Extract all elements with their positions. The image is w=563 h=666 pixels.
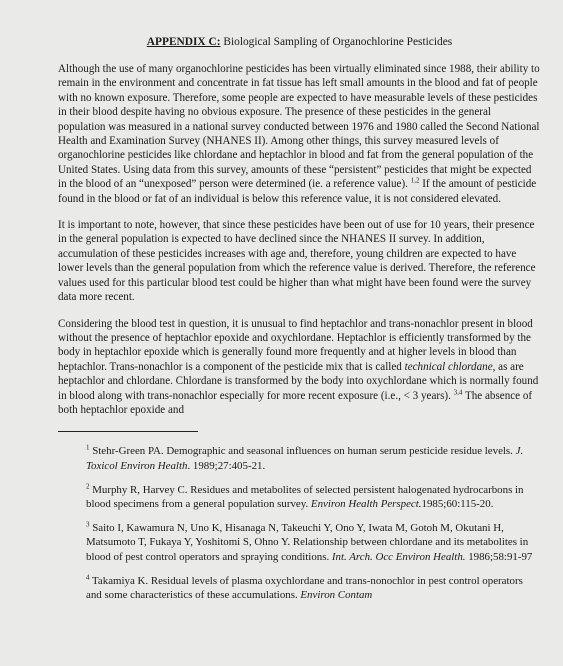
- footnote-number: 2: [86, 481, 90, 490]
- paragraph-3-text-b: , as are heptachlor and chlordane. Chlordane is transformed by the body into oxychlordane which is normally found in blood along with trans-nonachlor especially for more recent exposure (i.e., < 3 years).: [58, 360, 539, 402]
- footnote-text: Takamiya K. Residual levels of plasma oxychlordane and trans-nonochlor in pest control operators and some characteristics of these accumulations.: [86, 574, 523, 602]
- paragraph-3: [58, 317, 541, 418]
- footnote-divider: [58, 431, 198, 432]
- footnote-number: 3: [86, 520, 90, 529]
- footnote-number: 1: [86, 443, 90, 452]
- footnote-4: [86, 574, 541, 603]
- paragraph-1-text: Although the use of many organochlorine pesticides has been virtually eliminated since 1988, their ability to remain in the environment and concentrate in fat tissue has left small amounts in the blood and fat of people with no known exposure. Therefore, some people are expected to have measurable levels of these pesticides in their blood despite having no obvious exposure. The presence of these pesticides in the general population was measured in a national survey conducted between 1976 and 1980 called the Second National Health and Examination Survey (NHANES II). Among other things, this survey measured levels of organochlorine pesticides like chlordane and heptachlor in blood and fat from the general population of the United States. Using data from this survey, amounts of these “persistent” pesticides that might be expected in the blood of an “unexposed” person were determined (ie. a reference value).: [58, 63, 540, 191]
- paragraph-2: It is important to note, however, that since these pesticides have been out of use for 10 years, their presence in the general population is expected to have declined since the NHANES II survey. In addition, accumulation of these pesticides increases with age and, therefore, young children are expected to have lower levels than the general population from which the reference value is derived. Therefore, the reference values used for this particular blood test could be higher than what might have been found were the survey data more recent.: [58, 219, 536, 304]
- footnote-3: [86, 521, 541, 565]
- footnote-text: Stehr-Green PA. Demographic and seasonal influences on human serum pesticide residue levels.: [89, 445, 516, 458]
- footnote-tail: 1986;58:91-97: [465, 550, 533, 563]
- footnote-tail: . 1989;27:405-21.: [187, 459, 266, 472]
- footnote-text: Murphy R, Harvey C. Residues and metabolites of selected persistent halogenated hydrocarbons in blood specimens from a general population survey.: [86, 483, 524, 511]
- footnote-2: [86, 483, 541, 512]
- paragraph-1-tail: If the amount of pesticide found in the blood or fat of an individual is below this reference value, it is not considered elevated.: [58, 178, 537, 205]
- footnote-number: 4: [86, 572, 90, 581]
- footnote-journal: Environ Health Perspect.: [310, 498, 422, 511]
- footnote-tail: 1985;60:115-20.: [421, 498, 494, 511]
- footnote-journal: Environ Contam: [300, 589, 373, 602]
- appendix-title: [58, 36, 541, 48]
- footnote-text: Saito I, Kawamura N, Uno K, Hisanaga N, Takeuchi Y, Ono Y, Iwata M, Gotoh M, Okutani H, Matsumoto T, Fukaya Y, Yoshitomi S, Ohno Y. Relationship between chlordane and its metabolites in blood of pest control operators and spraying conditions.: [86, 521, 529, 563]
- paragraph-3-emphasis: technical chlordane: [404, 360, 493, 373]
- citation-3-4: 3,4: [453, 387, 463, 396]
- footnote-journal: J. Toxicol Environ Health: [86, 445, 524, 472]
- paragraph-1: [58, 62, 541, 206]
- footnote-journal: Int. Arch. Occ Environ Health.: [331, 550, 466, 563]
- appendix-title-text: Biological Sampling of Organochlorine Pesticides: [220, 36, 453, 48]
- appendix-label: APPENDIX C:: [146, 36, 221, 48]
- paragraph-3-text-c: The absence of both heptachlor epoxide and: [58, 389, 533, 416]
- paragraph-3-text-a: Considering the blood test in question, it is unusual to find heptachlor and trans-nonachlor present in blood without the presence of heptachlor epoxide and oxychlordane. Heptachlor is efficiently transformed by the body in heptachlor epoxide which is generally found more frequently and at higher levels in blood than heptachlor. Trans-nonachlor is a component of the pesticide mix that is called: [58, 317, 533, 373]
- footnote-1: [86, 444, 541, 473]
- citation-1-2: 1,2: [410, 176, 420, 185]
